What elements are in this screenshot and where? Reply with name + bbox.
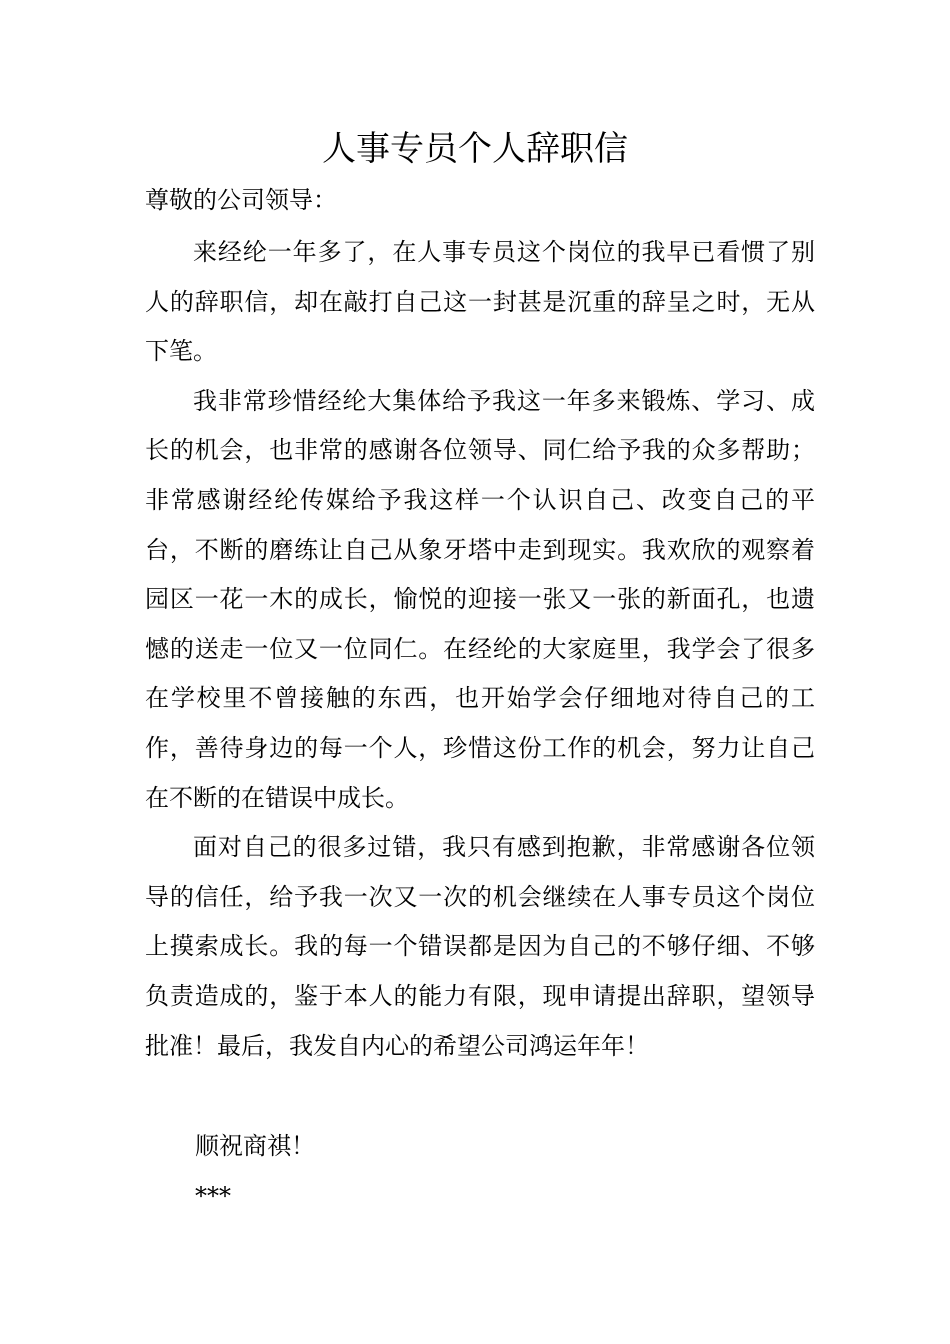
closing-text: 顺祝商祺！ (195, 1132, 315, 1160)
document-title: 人事专员个人辞职信 (322, 129, 628, 169)
salutation: 尊敬的公司领导： (145, 186, 337, 214)
signature: *** (195, 1182, 231, 1210)
paragraph-3: 面对自己的很多过错，我只有感到抱歉，非常感谢各位领导的信任，给予我一次又一次的机会继续在人事专员这个岗位上摸索成长。我的每一个错误都是因为自己的不够仔细、不够负责造成的，鉴于本人的能力有限，现申请提出辞职，望领导批准！最后，我发自内心的希望公司鸿运年年！ (145, 833, 815, 1060)
paragraph-2: 我非常珍惜经纶大集体给予我这一年多来锻炼、学习、成长的机会，也非常的感谢各位领导、同仁给予我的众多帮助；非常感谢经纶传媒给予我这样一个认识自己、改变自己的平台，不断的磨练让自己从象牙塔中走到现实。我欢欣的观察着园区一花一木的成长，愉悦的迎接一张又一张的新面孔，也遗憾的送走一位又一位同仁。在经纶的大家庭里，我学会了很多在学校里不曾接触的东西，也开始学会仔细地对待自己的工作，善待身边的每一个人，珍惜这份工作的机会，努力让自己在不断的在错误中成长。 (145, 386, 815, 812)
letter-body (145, 228, 815, 1071)
paragraph-1: 来经纶一年多了，在人事专员这个岗位的我早已看惯了别人的辞职信，却在敲打自己这一封甚是沉重的辞呈之时，无从下笔。 (145, 238, 815, 366)
